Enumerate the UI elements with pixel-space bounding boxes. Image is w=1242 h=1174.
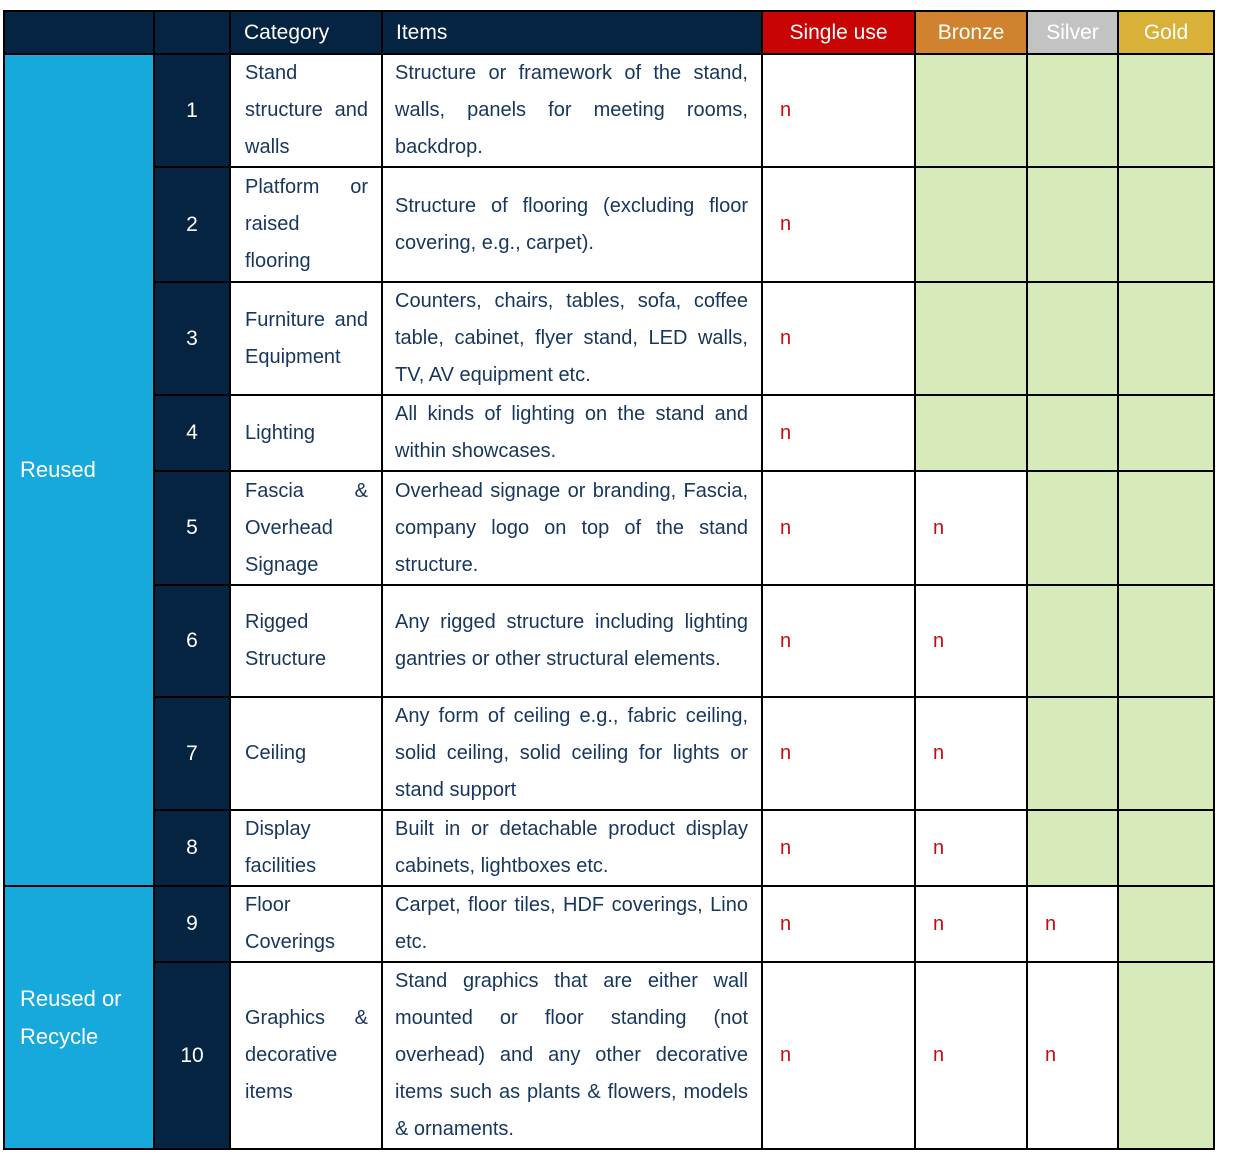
table-row: [4, 395, 1214, 471]
category-cell: Stand structure and walls: [230, 54, 382, 167]
tier-cell: n: [762, 886, 915, 962]
tier-cell: [1027, 395, 1118, 471]
items-cell: Any rigged structure including lighting gantries or other structural elements.: [382, 585, 762, 697]
tier-cell: [1027, 471, 1118, 585]
group-cell-reused-or-recycle: Reused or Recycle: [4, 886, 154, 1149]
tier-cell: n: [915, 697, 1027, 810]
corner-cell-group: [4, 11, 154, 54]
row-number: 2: [154, 167, 230, 282]
table-row: [4, 167, 1214, 282]
tier-cell: [1027, 167, 1118, 282]
tier-header-bronze: Bronze: [915, 11, 1027, 54]
tier-cell: [1118, 54, 1214, 167]
category-cell: Floor Coverings: [230, 886, 382, 962]
tier-cell: [1027, 54, 1118, 167]
tier-cell: [1118, 697, 1214, 810]
row-number: 6: [154, 585, 230, 697]
table-row: [4, 471, 1214, 585]
row-number: 3: [154, 282, 230, 395]
tier-cell: n: [915, 471, 1027, 585]
tier-cell: [1118, 167, 1214, 282]
row-number: 10: [154, 962, 230, 1149]
tier-cell: [1118, 810, 1214, 886]
category-cell: Furniture and Equipment: [230, 282, 382, 395]
table-row: [4, 585, 1214, 697]
tier-header-gold: Gold: [1118, 11, 1214, 54]
tier-header-single-use: Single use: [762, 11, 915, 54]
tier-cell: [1118, 962, 1214, 1149]
category-cell: Fascia & Overhead Signage: [230, 471, 382, 585]
items-cell: Structure of flooring (excluding floor covering, e.g., carpet).: [382, 167, 762, 282]
items-cell: Structure or framework of the stand, walls, panels for meeting rooms, backdrop.: [382, 54, 762, 167]
tier-cell: [1027, 697, 1118, 810]
items-cell: Any form of ceiling e.g., fabric ceiling, solid ceiling, solid ceiling for lights or stand support: [382, 697, 762, 810]
table-row: [4, 54, 1214, 167]
tier-cell: n: [762, 282, 915, 395]
category-cell: Ceiling: [230, 697, 382, 810]
table-row: [4, 810, 1214, 886]
category-cell: Platform or raised flooring: [230, 167, 382, 282]
row-number: 9: [154, 886, 230, 962]
tier-header-silver: Silver: [1027, 11, 1118, 54]
tier-cell: n: [915, 886, 1027, 962]
items-cell: Carpet, floor tiles, HDF coverings, Lino etc.: [382, 886, 762, 962]
category-cell: Rigged Structure: [230, 585, 382, 697]
tier-cell: [915, 54, 1027, 167]
corner-cell-number: [154, 11, 230, 54]
items-cell: Overhead signage or branding, Fascia, company logo on top of the stand structure.: [382, 471, 762, 585]
row-number: 5: [154, 471, 230, 585]
tier-cell: n: [762, 962, 915, 1149]
tier-cell: [1027, 810, 1118, 886]
tier-cell: n: [915, 962, 1027, 1149]
tier-cell: n: [762, 395, 915, 471]
tier-cell: n: [762, 810, 915, 886]
reuse-recycle-matrix-table: [3, 10, 1215, 1150]
tier-cell: n: [762, 697, 915, 810]
tier-cell: [915, 167, 1027, 282]
items-header: Items: [382, 11, 762, 54]
table-row: [4, 962, 1214, 1149]
tier-cell: n: [1027, 886, 1118, 962]
tier-cell: n: [762, 54, 915, 167]
tier-cell: n: [762, 471, 915, 585]
table-row: [4, 886, 1214, 962]
row-number: 1: [154, 54, 230, 167]
tier-cell: n: [1027, 962, 1118, 1149]
group-cell-reused: Reused: [4, 54, 154, 886]
row-number: 4: [154, 395, 230, 471]
items-cell: Built in or detachable product display cabinets, lightboxes etc.: [382, 810, 762, 886]
category-cell: Lighting: [230, 395, 382, 471]
tier-cell: n: [762, 585, 915, 697]
table-row: [4, 697, 1214, 810]
table-row: [4, 282, 1214, 395]
tier-cell: [1118, 886, 1214, 962]
category-cell: Graphics & decorative items: [230, 962, 382, 1149]
row-number: 7: [154, 697, 230, 810]
tier-cell: [1027, 585, 1118, 697]
items-cell: Counters, chairs, tables, sofa, coffee table, cabinet, flyer stand, LED walls, TV, AV equipment etc.: [382, 282, 762, 395]
category-cell: Display facilities: [230, 810, 382, 886]
tier-cell: [915, 282, 1027, 395]
tier-cell: n: [915, 810, 1027, 886]
row-number: 8: [154, 810, 230, 886]
tier-cell: n: [762, 167, 915, 282]
tier-cell: [915, 395, 1027, 471]
tier-cell: [1118, 395, 1214, 471]
items-cell: Stand graphics that are either wall mounted or floor standing (not overhead) and any other decorative items such as plants & flowers, models & ornaments.: [382, 962, 762, 1149]
tier-cell: [1027, 282, 1118, 395]
tier-cell: [1118, 585, 1214, 697]
items-cell: All kinds of lighting on the stand and within showcases.: [382, 395, 762, 471]
category-header: Category: [230, 11, 382, 54]
tier-cell: [1118, 471, 1214, 585]
tier-cell: n: [915, 585, 1027, 697]
tier-cell: [1118, 282, 1214, 395]
